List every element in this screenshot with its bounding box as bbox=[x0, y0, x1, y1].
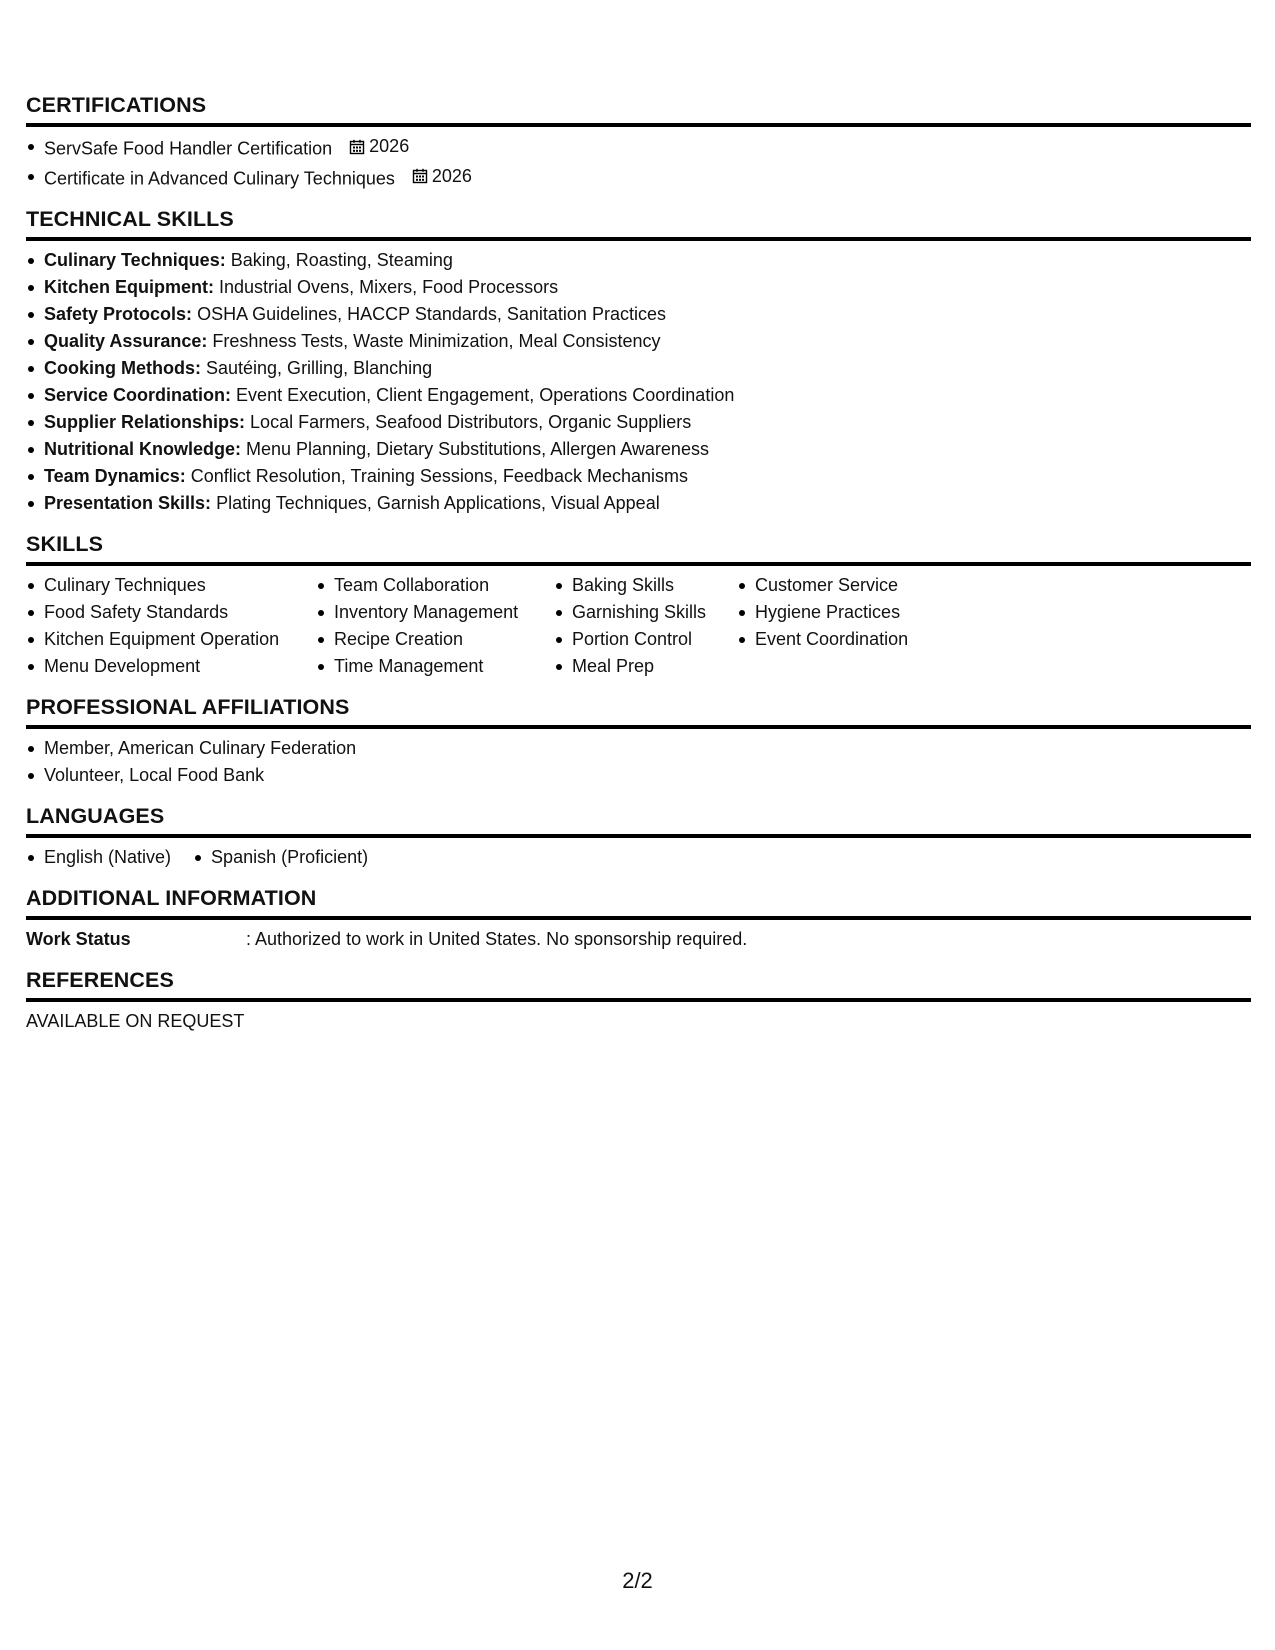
affiliation-item: Volunteer, Local Food Bank bbox=[26, 762, 1251, 789]
skills-heading: SKILLS bbox=[26, 531, 1251, 566]
references-text: AVAILABLE ON REQUEST bbox=[26, 1011, 245, 1031]
technical-skills-list bbox=[26, 247, 1251, 517]
technical-skill-item bbox=[26, 247, 1251, 274]
skill-item: Time Management bbox=[316, 653, 554, 680]
certification-name: ServSafe Food Handler Certification bbox=[44, 138, 333, 159]
technical-skill-label: Team Dynamics: bbox=[44, 466, 186, 486]
technical-skill-label: Supplier Relationships: bbox=[44, 412, 246, 432]
skill-item: Garnishing Skills bbox=[554, 599, 737, 626]
languages-section bbox=[26, 803, 1251, 871]
languages-heading: LANGUAGES bbox=[26, 803, 1251, 838]
technical-skill-value: Industrial Ovens, Mixers, Food Processors bbox=[219, 277, 559, 297]
skill-item: Event Coordination bbox=[737, 626, 937, 653]
technical-skill-value: Conflict Resolution, Training Sessions, Feedback Mechanisms bbox=[190, 466, 688, 486]
technical-skill-item bbox=[26, 463, 1251, 490]
technical-skill-label: Quality Assurance: bbox=[44, 331, 208, 351]
work-status-label: Work Status bbox=[26, 929, 131, 949]
technical-skill-label: Presentation Skills: bbox=[44, 493, 212, 513]
affiliation-item: Member, American Culinary Federation bbox=[26, 735, 1251, 762]
skill-item: Recipe Creation bbox=[316, 626, 554, 653]
technical-skill-item bbox=[26, 328, 1251, 355]
certifications-heading: CERTIFICATIONS bbox=[26, 92, 1251, 127]
technical-skill-label: Service Coordination: bbox=[44, 385, 232, 405]
technical-skill-value: Freshness Tests, Waste Minimization, Meal Consistency bbox=[212, 331, 661, 351]
affiliations-section bbox=[26, 694, 1251, 789]
skill-item: Portion Control bbox=[554, 626, 737, 653]
technical-skill-label: Kitchen Equipment: bbox=[44, 277, 214, 297]
affiliations-list bbox=[26, 735, 1251, 789]
technical-skill-item bbox=[26, 355, 1251, 382]
additional-information-heading: ADDITIONAL INFORMATION bbox=[26, 885, 1251, 920]
languages-row bbox=[26, 844, 1251, 871]
skill-item: Customer Service bbox=[737, 572, 937, 599]
work-status-value: : Authorized to work in United States. No sponsorship required. bbox=[246, 929, 748, 949]
technical-skill-value: Event Execution, Client Engagement, Operations Coordination bbox=[236, 385, 735, 405]
resume-page bbox=[26, 92, 1251, 1049]
technical-skill-label: Safety Protocols: bbox=[44, 304, 193, 324]
language-item: Spanish (Proficient) bbox=[193, 844, 368, 871]
skill-item: Inventory Management bbox=[316, 599, 554, 626]
skills-column bbox=[316, 572, 554, 680]
technical-skill-label: Nutritional Knowledge: bbox=[44, 439, 241, 459]
skills-column bbox=[737, 572, 937, 680]
certification-name: Certificate in Advanced Culinary Techniques bbox=[44, 168, 395, 188]
technical-skill-item bbox=[26, 382, 1251, 409]
technical-skill-value: Sautéing, Grilling, Blanching bbox=[206, 358, 433, 378]
technical-skill-item bbox=[26, 301, 1251, 328]
skills-column bbox=[554, 572, 737, 680]
technical-skill-value: OSHA Guidelines, HACCP Standards, Sanitation Practices bbox=[197, 304, 666, 324]
skills-grid bbox=[26, 572, 1251, 680]
skill-item: Meal Prep bbox=[554, 653, 737, 680]
certification-year: 2026 bbox=[369, 136, 410, 156]
certification-year: 2026 bbox=[431, 165, 472, 186]
certification-date bbox=[412, 163, 472, 190]
skill-item: Culinary Techniques bbox=[26, 572, 316, 599]
skill-item: Menu Development bbox=[26, 653, 316, 680]
skill-item: Baking Skills bbox=[554, 572, 737, 599]
skills-section bbox=[26, 531, 1251, 680]
skill-item: Team Collaboration bbox=[316, 572, 554, 599]
technical-skill-value: Baking, Roasting, Steaming bbox=[230, 250, 453, 270]
technical-skills-section bbox=[26, 206, 1251, 517]
technical-skills-heading: TECHNICAL SKILLS bbox=[26, 206, 1251, 241]
technical-skill-value: Menu Planning, Dietary Substitutions, Allergen Awareness bbox=[246, 439, 709, 459]
certification-date bbox=[349, 133, 409, 160]
certifications-section bbox=[26, 92, 1251, 192]
affiliations-heading: PROFESSIONAL AFFILIATIONS bbox=[26, 694, 1251, 729]
technical-skill-item bbox=[26, 274, 1251, 301]
technical-skill-value: Local Farmers, Seafood Distributors, Organic Suppliers bbox=[250, 412, 692, 432]
technical-skill-item bbox=[26, 409, 1251, 436]
language-item: English (Native) bbox=[26, 844, 171, 871]
languages-list bbox=[26, 844, 390, 871]
page-number: 2/2 bbox=[622, 1568, 653, 1593]
technical-skill-label: Cooking Methods: bbox=[44, 358, 201, 378]
technical-skill-label: Culinary Techniques: bbox=[44, 250, 226, 270]
work-status-row bbox=[26, 926, 1251, 953]
technical-skill-item bbox=[26, 490, 1251, 517]
technical-skill-item bbox=[26, 436, 1251, 463]
certifications-list bbox=[26, 133, 1251, 192]
references-section bbox=[26, 967, 1251, 1035]
technical-skill-value: Plating Techniques, Garnish Applications, Visual Appeal bbox=[216, 493, 660, 513]
additional-information-section bbox=[26, 885, 1251, 953]
calendar-icon bbox=[412, 168, 428, 184]
calendar-icon bbox=[349, 139, 365, 155]
skill-item: Kitchen Equipment Operation bbox=[26, 626, 316, 653]
references-heading: REFERENCES bbox=[26, 967, 1251, 1002]
skills-column bbox=[26, 572, 316, 680]
skill-item: Hygiene Practices bbox=[737, 599, 937, 626]
certification-item bbox=[26, 163, 1251, 193]
certification-item bbox=[26, 133, 1251, 163]
skill-item: Food Safety Standards bbox=[26, 599, 316, 626]
